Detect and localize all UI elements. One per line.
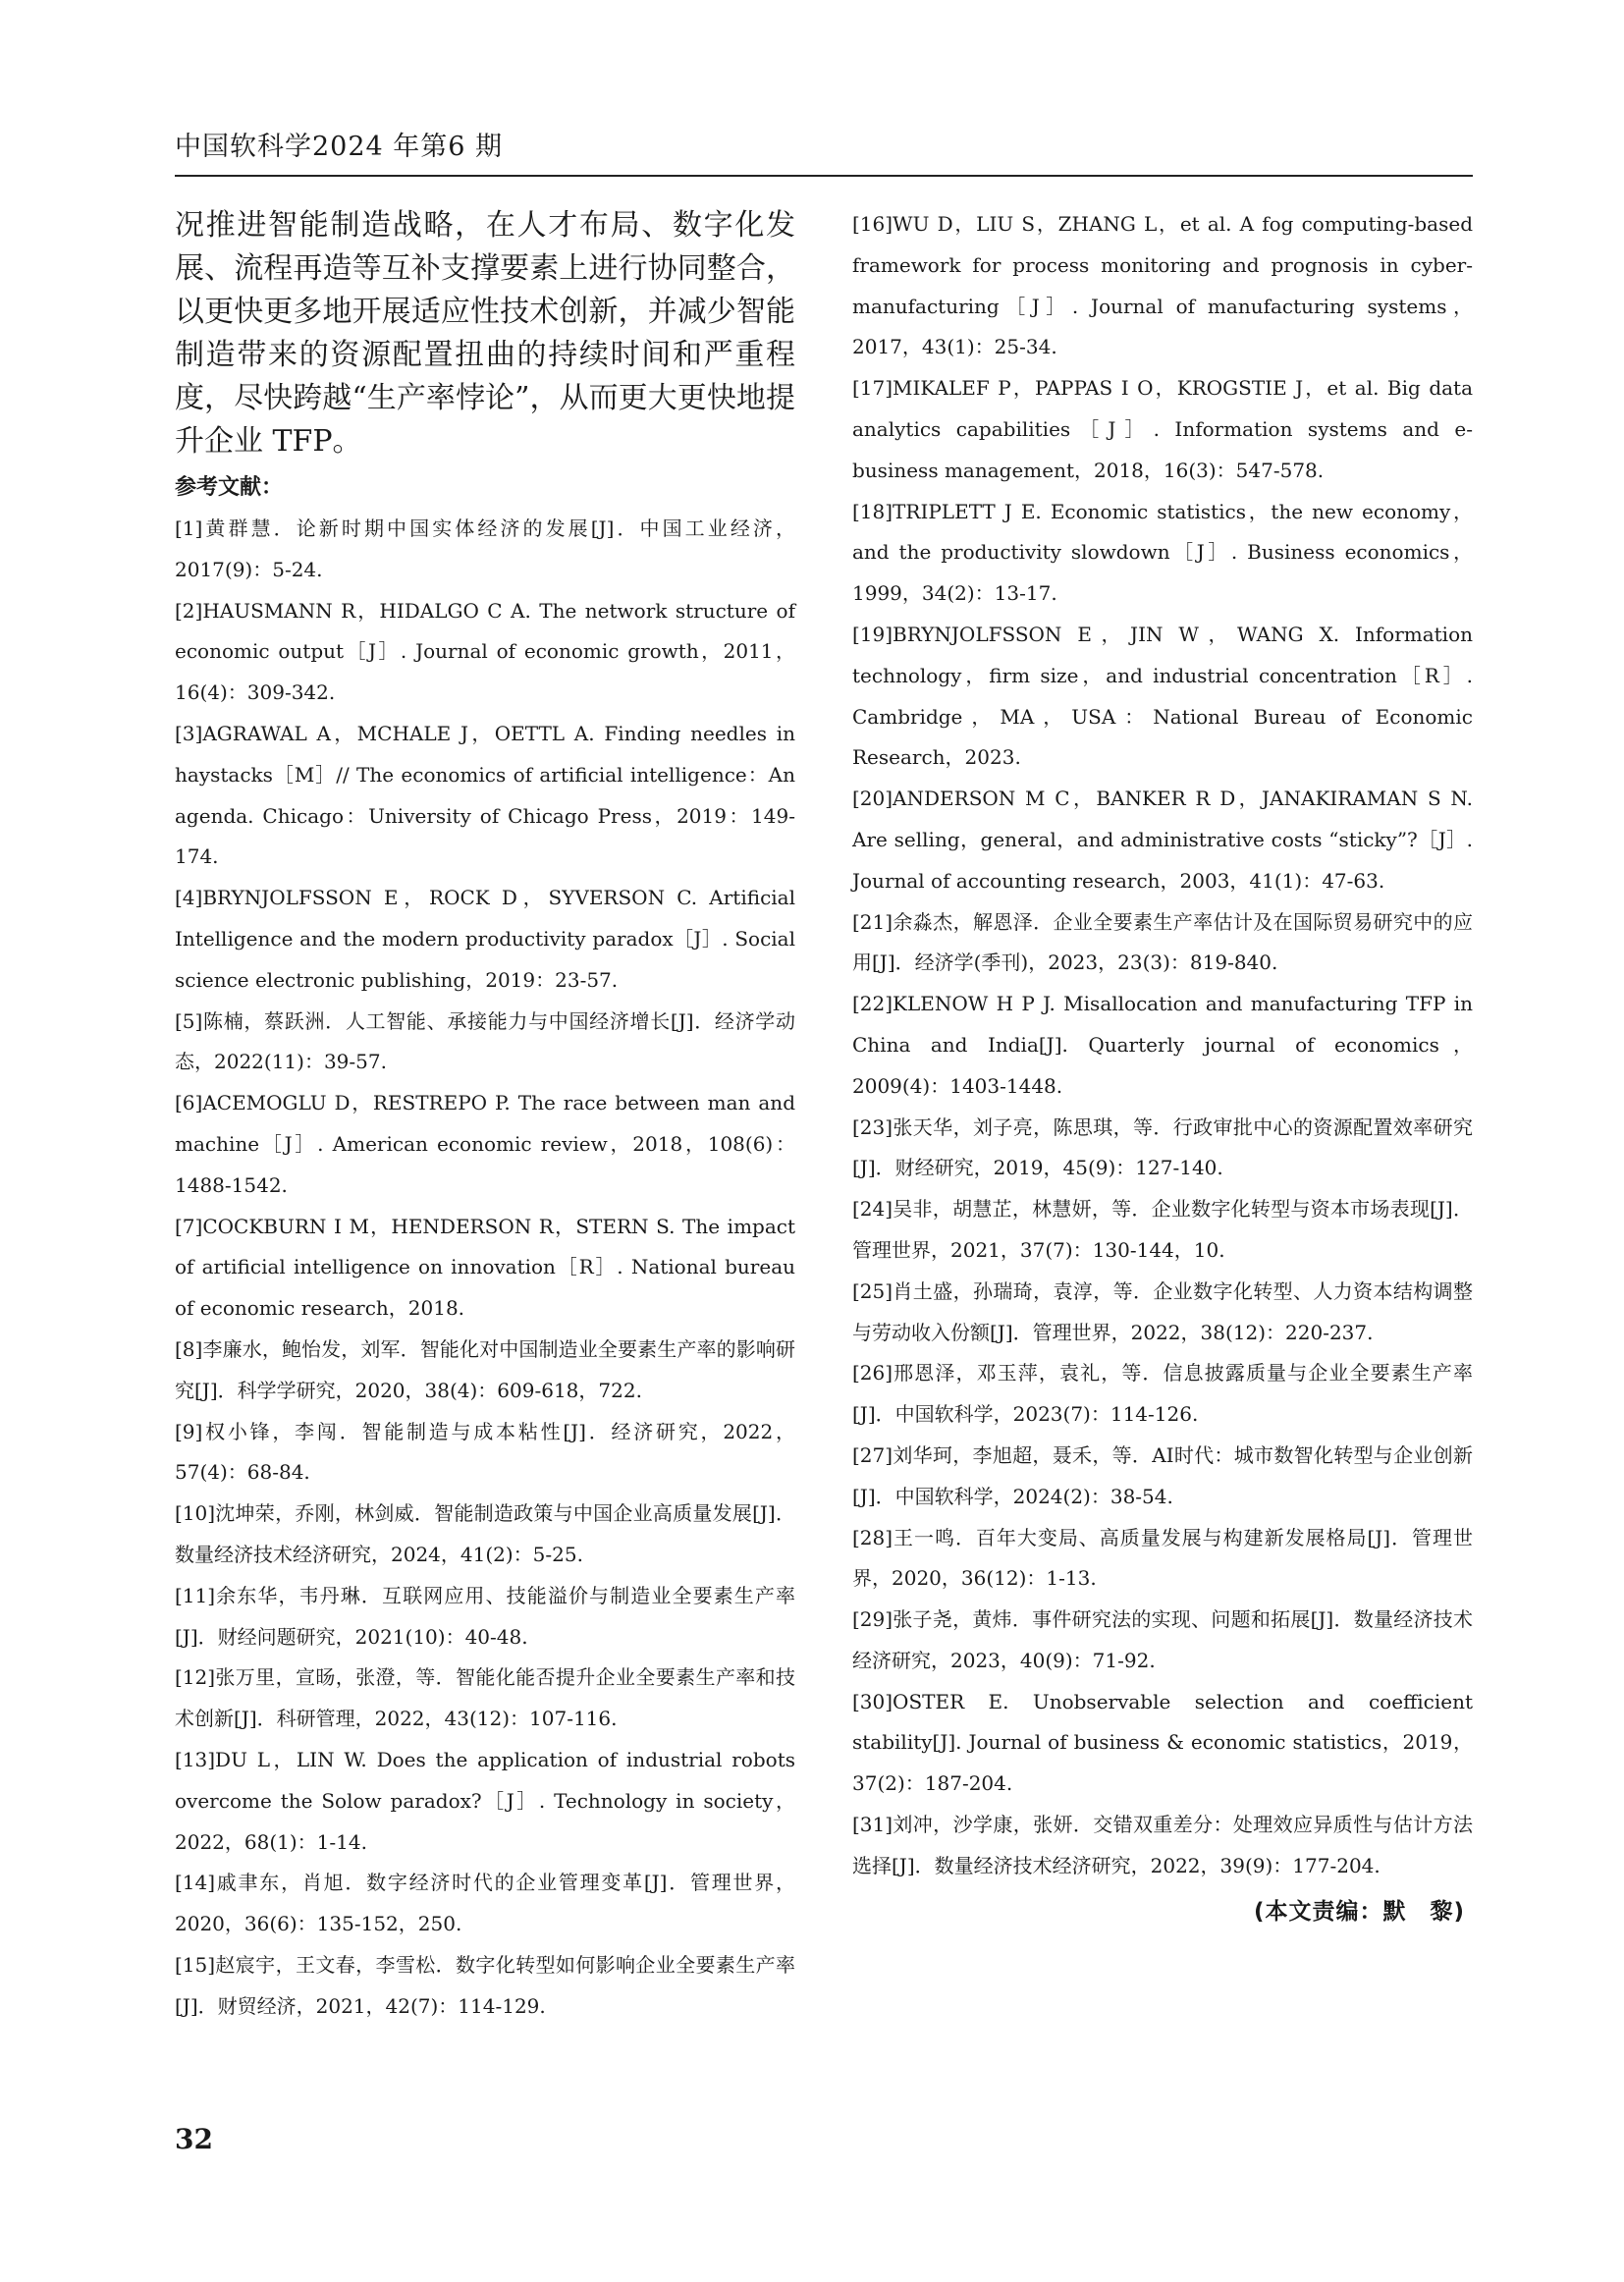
journal-issue-title: 中国软科学2024 年第6 期 <box>175 132 504 162</box>
reference-item: [7]COCKBURN I M，HENDERSON R，STERN S. The impact of artificial intelligence on innovation［R］. National bureau of economic research，2018. <box>175 1214 795 1321</box>
reference-item: [13]DU L，LIN W. Does the application of industrial robots overcome the Solow paradox?［J］. Technology in society，2022，68(1)：1-14. <box>175 1747 795 1854</box>
right-column <box>852 204 1473 1926</box>
reference-item: [17]MIKALEF P，PAPPAS I O，KROGSTIE J，et al. Big data analytics capabilities［J］. Information systems and e-business management，2018，16(3)：547-578. <box>852 376 1473 482</box>
reference-item: [26]邢恩泽，邓玉萍，袁礼，等．信息披露质量与企业全要素生产率[J]．中国软科学，2023(7)：114-126. <box>852 1361 1473 1427</box>
reference-item: [6]ACEMOGLU D，RESTREPO P. The race between man and machine［J］. American economic review，2018，108(6)：1488-1542. <box>175 1091 795 1197</box>
reference-item: [9]权小锋，李闯．智能制造与成本粘性[J]．经济研究，2022，57(4)：68-84. <box>175 1419 795 1485</box>
reference-list-right <box>852 204 1473 1887</box>
running-header <box>175 126 1473 177</box>
reference-item: [4]BRYNJOLFSSON E，ROCK D，SYVERSON C. Artificial Intelligence and the modern productivity paradox［J］. Social science electronic publishing，2019：23-57. <box>175 886 795 992</box>
references-heading: 参考文献： <box>175 475 284 500</box>
reference-item: [1]黄群慧．论新时期中国实体经济的发展[J]．中国工业经济，2017(9)：5-24. <box>175 516 795 581</box>
reference-item: [15]赵宸宇，王文春，李雪松．数字化转型如何影响企业全要素生产率[J]．财贸经济，2021，42(7)：114-129. <box>175 1952 795 2018</box>
reference-item: [14]戚聿东，肖旭．数字经济时代的企业管理变革[J]．管理世界，2020，36(6)：135-152，250. <box>175 1871 795 1936</box>
left-column <box>175 204 795 2027</box>
reference-item: [5]陈楠，蔡跃洲．人工智能、承接能力与中国经济增长[J]．经济学动态，2022(11)：39-57. <box>175 1008 795 1074</box>
reference-item: [24]吴非，胡慧芷，林慧妍，等．企业数字化转型与资本市场表现[J]．管理世界，2021，37(7)：130-144，10. <box>852 1197 1473 1262</box>
page-number: 32 <box>175 2123 213 2155</box>
reference-item: [22]KLENOW H P J. Misallocation and manufacturing TFP in China and India[J]. Quarterly journal of economics，2009(4)：1403-1448. <box>852 992 1473 1098</box>
reference-item: [31]刘冲，沙学康，张妍．交错双重差分：处理效应异质性与估计方法选择[J]．数量经济技术经济研究，2022，39(9)：177-204. <box>852 1813 1473 1877</box>
reference-item: [3]AGRAWAL A，MCHALE J，OETTL A. Finding needles in haystacks［M］// The economics of artificial intelligence：An agenda. Chicago：University of Chicago Press，2019：149-174. <box>175 721 795 869</box>
reference-item: [28]王一鸣．百年大变局、高质量发展与构建新发展格局[J]．管理世界，2020，36(12)：1-13. <box>852 1525 1473 1591</box>
reference-item: [2]HAUSMANN R，HIDALGO C A. The network structure of economic output［J］. Journal of economic growth，2011，16(4)：309-342. <box>175 598 795 705</box>
reference-item: [21]余淼杰，解恩泽．企业全要素生产率估计及在国际贸易研究中的应用[J]．经济学(季刊)，2023，23(3)：819-840. <box>852 909 1473 975</box>
reference-item: [30]OSTER E. Unobservable selection and coefficient stability[J]. Journal of business & economic statistics，2019，37(2)：187-204. <box>852 1689 1473 1796</box>
reference-item: [27]刘华珂，李旭超，聂禾，等．AI时代：城市数智化转型与企业创新[J]．中国软科学，2024(2)：38-54. <box>852 1442 1473 1508</box>
reference-item: [25]肖土盛，孙瑞琦，袁淳，等．企业数字化转型、人力资本结构调整与劳动收入份额[J]．管理世界，2022，38(12)：220-237. <box>852 1278 1473 1344</box>
reference-item: [8]李廉水，鲍怡发，刘军．智能化对中国制造业全要素生产率的影响研究[J]．科学学研究，2020，38(4)：609-618，722. <box>175 1336 795 1402</box>
reference-item: [29]张子尧，黄炜．事件研究法的实现、问题和拓展[J]．数量经济技术经济研究，2023，40(9)：71-92. <box>852 1607 1473 1672</box>
reference-item: [18]TRIPLETT J E. Economic statistics，the new economy，and the productivity slowdown［J］. Business economics，1999，34(2)：13-17. <box>852 499 1473 606</box>
reference-item: [19]BRYNJOLFSSON E，JIN W，WANG X. Information technology，firm size，and industrial concentration［R］. Cambridge，MA，USA：National Bureau of Economic Research，2023. <box>852 622 1473 770</box>
reference-item: [12]张万里，宣旸，张澄，等．智能化能否提升企业全要素生产率和技术创新[J]．科研管理，2022，43(12)：107-116. <box>175 1665 795 1731</box>
editor-note: (本文责编：默 黎) <box>1253 1898 1465 1925</box>
reference-item: [23]张天华，刘子亮，陈思琪，等．行政审批中心的资源配置效率研究[J]．财经研究，2019，45(9)：127-140. <box>852 1114 1473 1180</box>
reference-item: [10]沈坤荣，乔刚，林剑威．智能制造政策与中国企业高质量发展[J]．数量经济技术经济研究，2024，41(2)：5-25. <box>175 1501 795 1566</box>
reference-item: [11]余东华，韦丹琳．互联网应用、技能溢价与制造业全要素生产率[J]．财经问题研究，2021(10)：40-48. <box>175 1583 795 1649</box>
reference-item: [20]ANDERSON M C，BANKER R D，JANAKIRAMAN S N. Are selling，general，and administrative costs “sticky”?［J］. Journal of accounting research，2003，41(1)：47-63. <box>852 787 1473 893</box>
reference-list-left <box>175 509 795 2027</box>
conclusion-paragraph: 况推进智能制造战略，在人才布局、数字化发展、流程再造等互补支撑要素上进行协同整合，以更快更多地开展适应性技术创新，并减少智能制造带来的资源配置扭曲的持续时间和严重程度，尽快跨越“生产率悖论”，从而更大更快地提升企业 TFP。 <box>175 208 795 459</box>
reference-item: [16]WU D，LIU S，ZHANG L，et al. A fog computing-based framework for process monitoring and prognosis in cyber-manufacturing［J］. Journal of manufacturing systems，2017，43(1)：25-34. <box>852 212 1473 359</box>
